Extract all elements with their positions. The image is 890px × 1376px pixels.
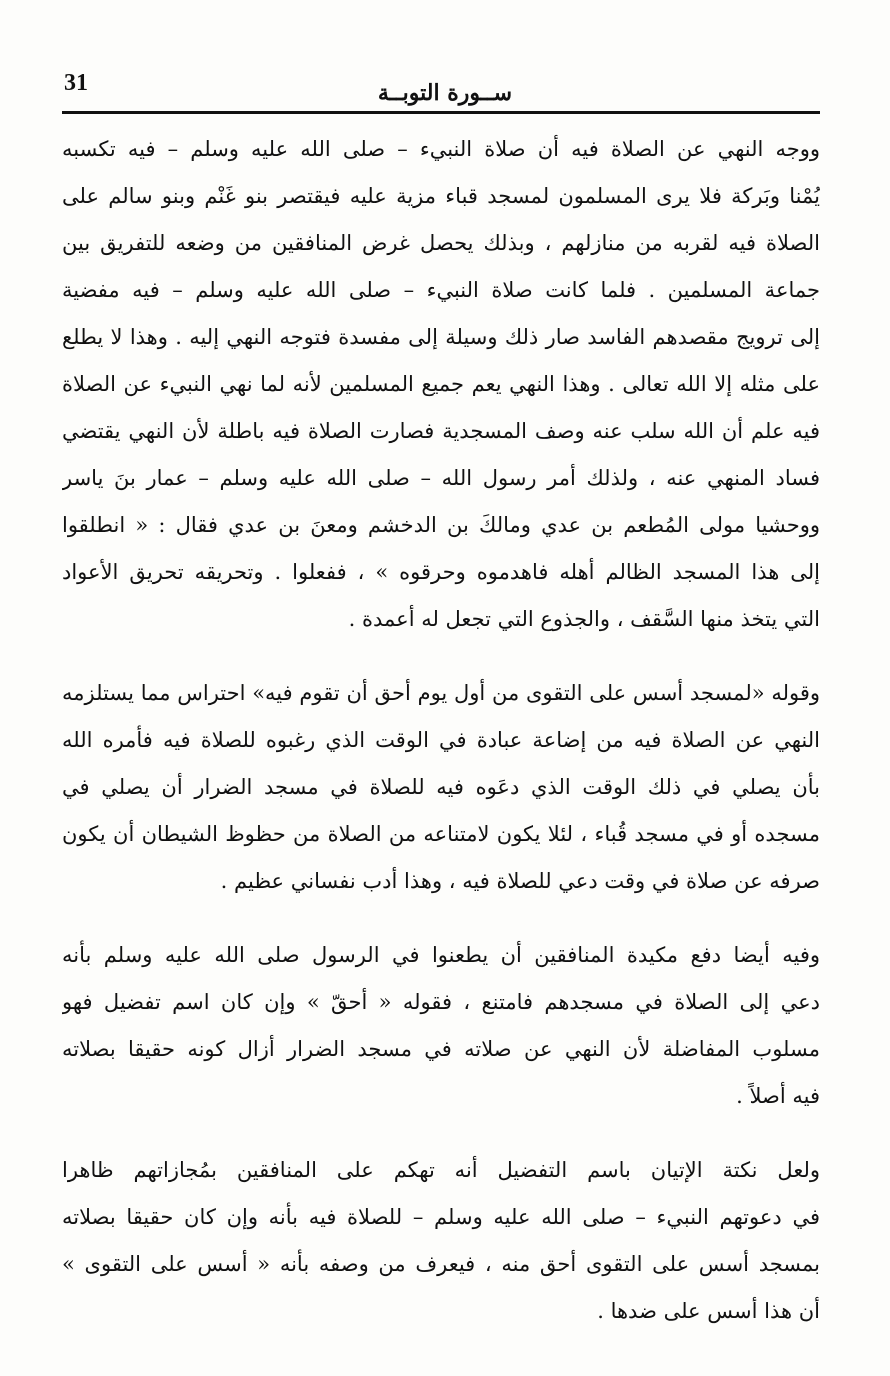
text-line: ووجه النهي عن الصلاة فيه أن صلاة النبيء – صلى الله عليه وسلم – فيه تكسبه [62,137,820,161]
text-line: يُمْنا وبَركة فلا يرى المسلمون لمسجد قباء مزية عليه فيقتصر بنو غَنْم وبنو سالم على [62,184,820,208]
text-line: بمسجد أسس على التقوى أحق منه ، فيعرف من وصفه بأنه « أسس على التقوى » [62,1252,820,1276]
text-line: فيه علم أن الله سلب عنه وصف المسجدية فصارت الصلاة فيه باطلة لأن النهي يقتضي [62,419,820,443]
text-line: فساد المنهي عنه ، ولذلك أمر رسول الله – صلى الله عليه وسلم – عمار بنَ ياسر [62,466,820,490]
paragraph-3 [62,932,820,1120]
page-number: 31 [64,70,88,96]
text-line: وقوله «لمسجد أسس على التقوى من أول يوم أحق أن تقوم فيه» احتراس مما يستلزمه [62,681,820,705]
paragraph-2 [62,670,820,905]
text-line: جماعة المسلمين . فلما كانت صلاة النبيء – صلى الله عليه وسلم – فيه مفضية [62,278,820,302]
text-line: على مثله إلا الله تعالى . وهذا النهي يعم جميع المسلمين لأنه لما نهي النبيء عن الصلاة [62,372,820,396]
text-line: فيه أصلاً . [736,1084,820,1108]
text-line: التي يتخذ منها السَّقف ، والجذوع التي تجعل له أعمدة . [348,607,820,631]
text-line: وفيه أيضا دفع مكيدة المنافقين أن يطعنوا في الرسول صلى الله عليه وسلم بأنه [62,943,820,967]
paragraph-1 [62,126,820,643]
paragraph-gap [62,1120,820,1147]
page-body [62,126,820,1335]
paragraph-gap [62,905,820,932]
text-line: صرفه عن صلاة في وقت دعي للصلاة فيه ، وهذا أدب نفساني عظيم . [220,869,820,893]
text-line: دعي إلى الصلاة في مسجدهم فامتنع ، فقوله « أحقّ » وإن كان اسم تفضيل فهو [62,990,820,1014]
text-line: مسجده أو في مسجد قُباء ، لئلا يكون لامتناعه من الصلاة من حظوظ الشيطان أن يكون [62,822,820,846]
text-line: إلى هذا المسجد الظالم أهله فاهدموه وحرقوه » ، ففعلوا . وتحريقه تحريق الأعواد [62,560,820,584]
paragraph-gap [62,643,820,670]
text-line: أن هذا أسس على ضدها . [597,1299,820,1323]
paragraph-4 [62,1147,820,1335]
text-line: ولعل نكتة الإتيان باسم التفضيل أنه تهكم على المنافقين بمُجازاتهم ظاهرا [62,1158,820,1182]
header-rule [62,111,820,114]
text-line: مسلوب المفاضلة لأن النهي عن صلاته في مسجد الضرار أزال كونه حقيقا بصلاته [62,1037,820,1061]
text-line: إلى ترويج مقصدهم الفاسد صار ذلك وسيلة إلى مفسدة فتوجه النهي إليه . وهذا لا يطلع [62,325,820,349]
text-line: بأن يصلي في ذلك الوقت الذي دعَوه فيه للصلاة في مسجد الضرار أن يصلي في [62,775,820,799]
text-line: في دعوتهم النبيء – صلى الله عليه وسلم – للصلاة فيه بأنه وإن كان حقيقا بصلاته [62,1205,820,1229]
text-line: الصلاة فيه لقربه من منازلهم ، وبذلك يحصل غرض المنافقين من وضعه للتفريق بين [62,231,820,255]
text-line: النهي عن الصلاة فيه من إضاعة عبادة في الوقت الذي رغبوه للصلاة فيه فأمره الله [62,728,820,752]
running-title: ســورة التوبــة [377,80,513,106]
text-line: ووحشيا مولى المُطعم بن عدي ومالكَ بن الدخشم ومعنَ بن عدي فقال : « انطلقوا [62,513,820,537]
